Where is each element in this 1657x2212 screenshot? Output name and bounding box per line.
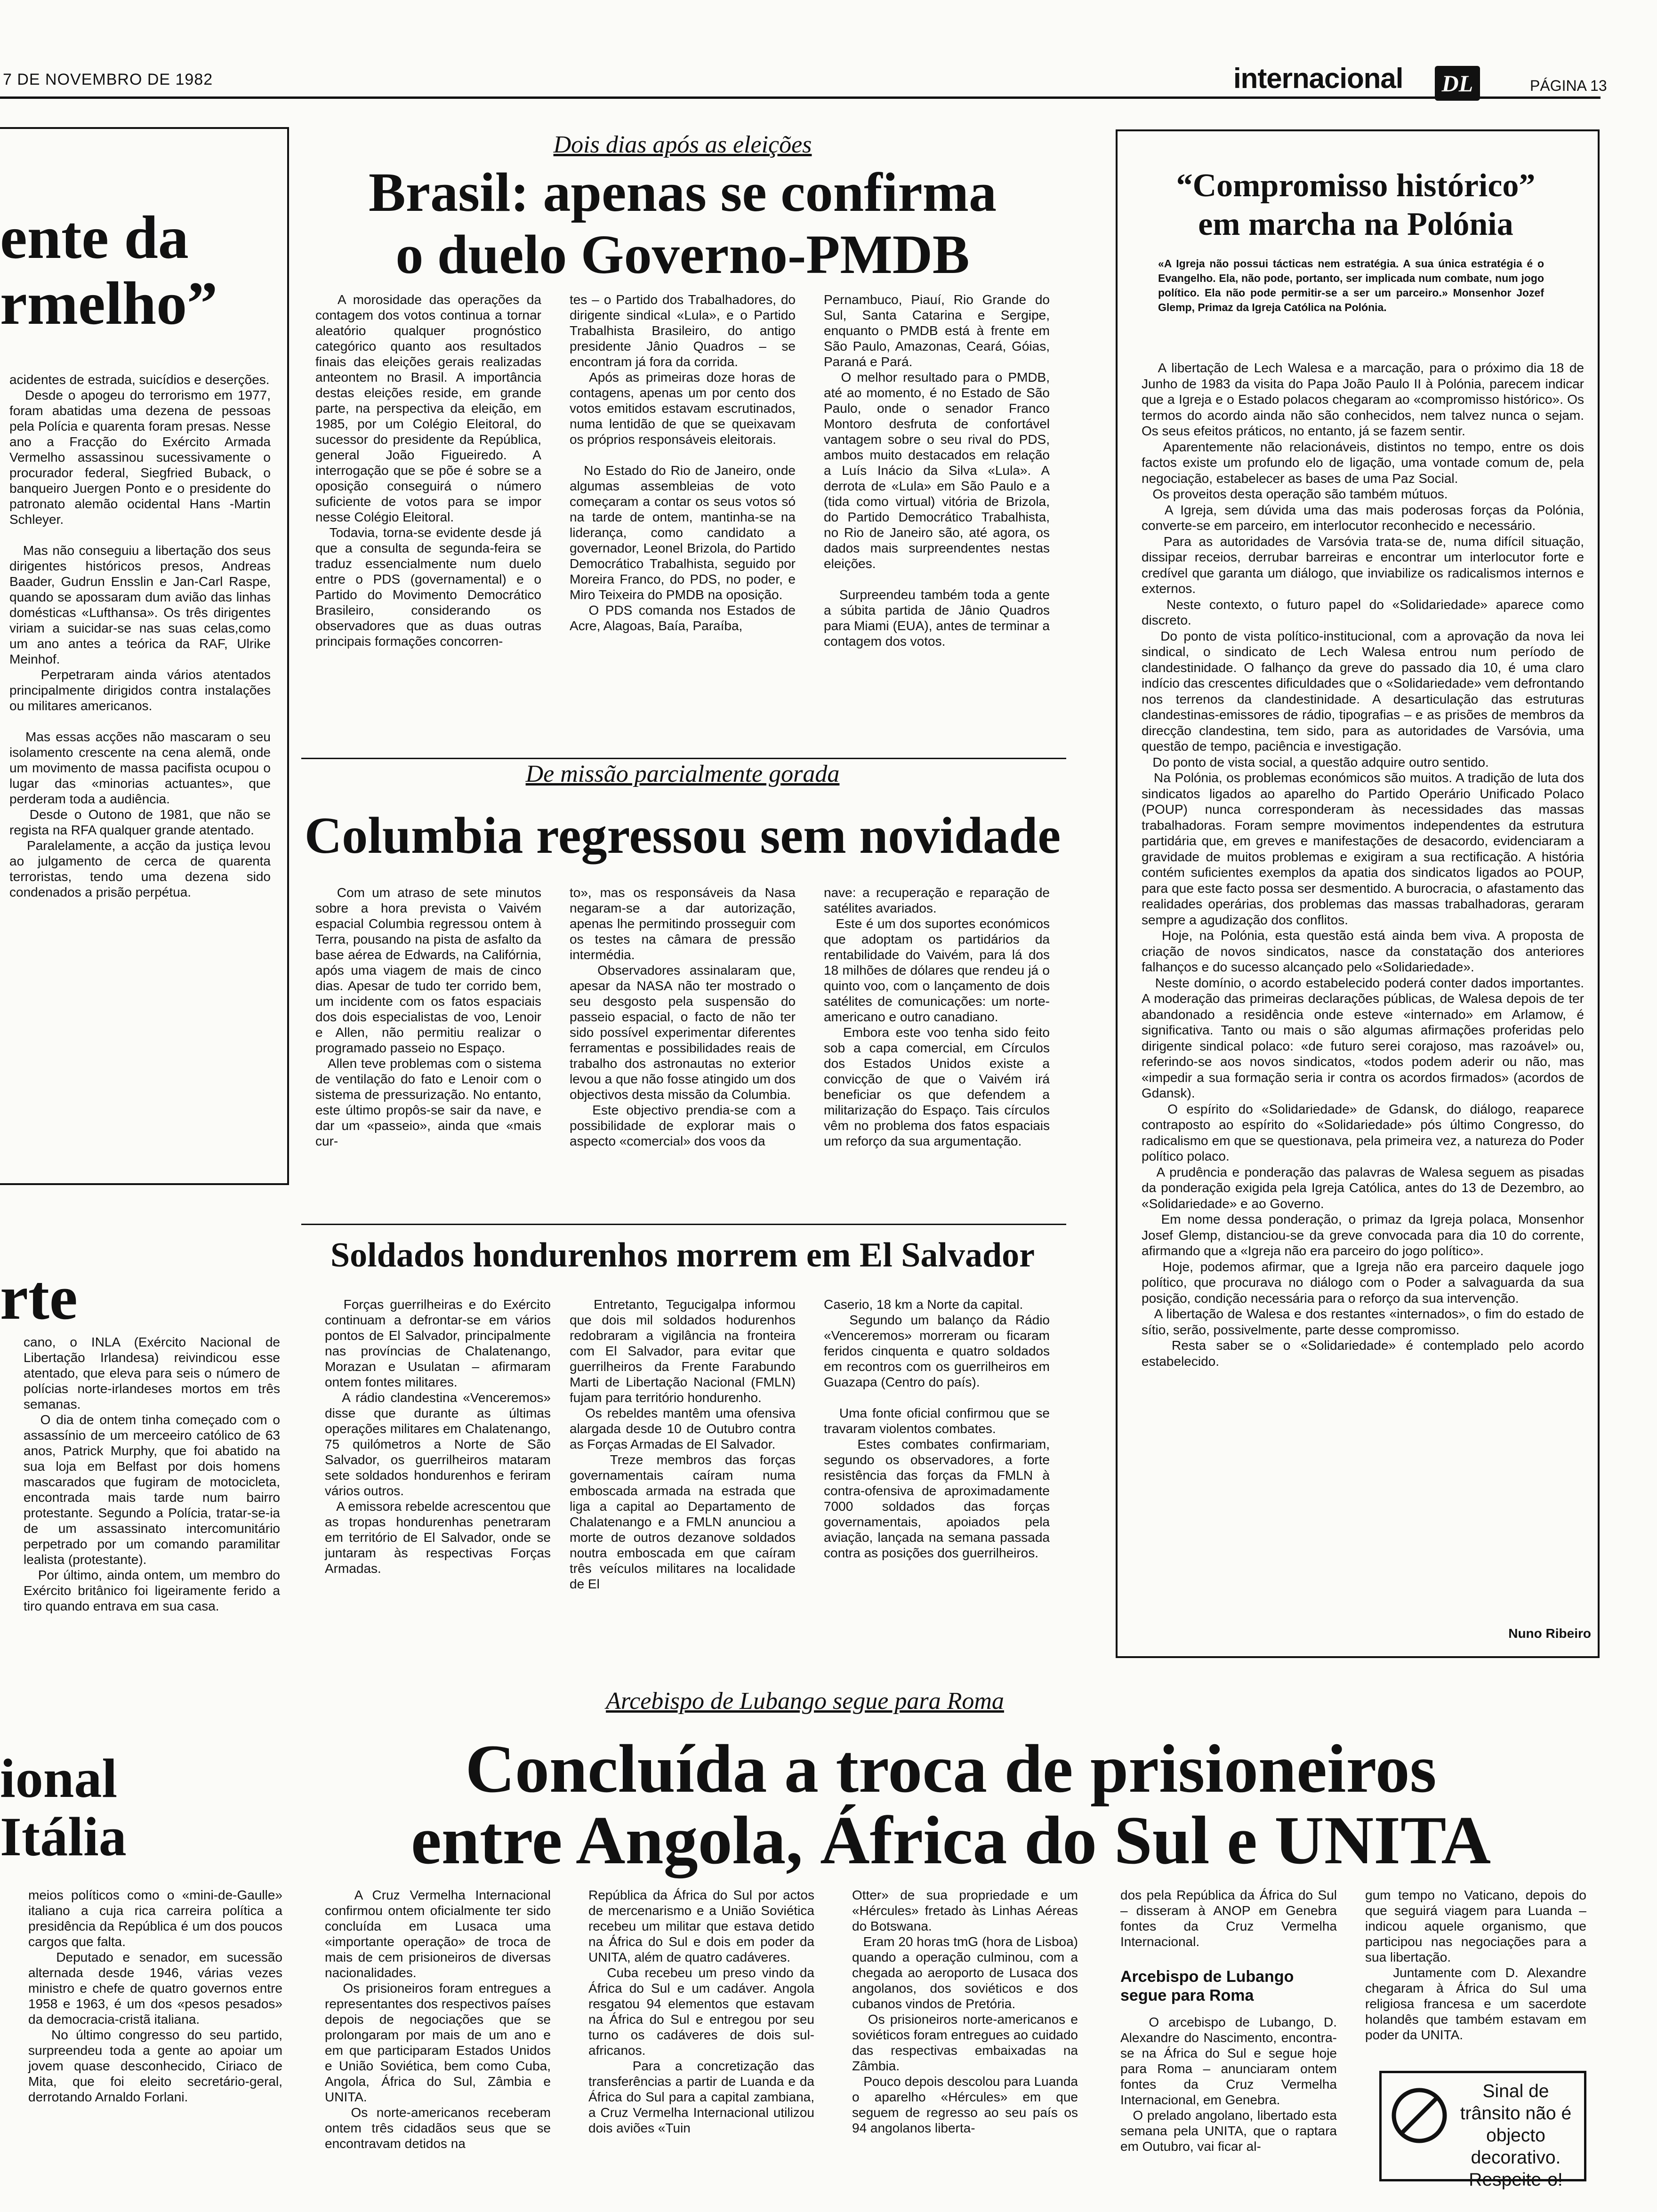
polonia-headline-line2: em marcha na Polónia	[1198, 206, 1513, 242]
angola-column-4a: dos pela República da África do Sul – disseram à ANOP em Genebra fontes da Cruz Vermelha Internacional.	[1120, 1888, 1341, 1949]
left-article-2-text: cano, o INLA (Exército Nacional de Libertação Irlandesa) reivindicou esse atentado, que eleva para seis o número de polícias norte-irlandeses mortos em três semanas. O dia de ontem tinha começado com o assassínio de um merceeiro católico de 63 anos, Patrick Murphy, que foi abatido na sua loja em Belfast por dois homens mascarados que fugiram de motocicleta, encontrada mais tarde num bairro protestante. Segundo a Polícia, tratar-se-ia de um assassinato intercomunitário perpetrado por um comando paramilitar lealista (protestante). Por último, ainda ontem, um membro do Exército britânico foi ligeiramente ferido a tiro quando entrava em sua casa.	[24, 1335, 281, 1613]
no-entry-sign-icon	[1391, 2087, 1448, 2144]
angola-headline	[301, 1731, 1601, 1878]
columbia-column-1: Com um atraso de sete minutos sobre a hora prevista o Vaivém espacial Columbia regressou ontem à Terra, pousando na pista de asfalto da base aérea de Edwards, na Califórnia, após uma viagem de mais de cinco dias. Apesar de tudo ter corrido bem, um incidente com os fatos espaciais dos dois especialistas de voo, Lenoir e Allen, não permitiu realizar o programado passeio no Espaço. Allen teve problemas com o sistema de ventilação do fato e Lenoir com o sistema de pressurização. No entanto, este último propôs-se sair da nave, e dar um «passeio», ainda que «mais cur-	[315, 885, 542, 1148]
brasil-headline-line2: o duelo Governo-PMDB	[395, 224, 970, 285]
columbia-kicker: De missão parcialmente gorada	[525, 761, 840, 787]
brasil-headline	[301, 161, 1064, 285]
brasil-headline-line1: Brasil: apenas se confirma	[369, 161, 997, 223]
angola-subhead: Arcebispo de Lubango segue para Roma	[1120, 1968, 1294, 2004]
traffic-sign-text: Sinal de trânsito não é objecto decorativo. Respeite-o!	[1460, 2081, 1572, 2190]
angola-headline-line1: Concluída a troca de prisioneiros	[465, 1731, 1437, 1807]
left-headline-3-line2: Itália	[0, 1806, 127, 1867]
columbia-column-2: to», mas os responsáveis da Nasa negaram-se a dar autorização, apenas lhe permitindo prosseguir com os testes na câmara de pressão intermédia. Observadores assinalaram que, apesar da NASA não ter mostrado o seu desgosto pela suspensão do passeio espacial, o facto de não ter sido possível experimentar diferentes ferramentas e possibilidades reais de trabalho dos astronautas no exterior levou a que não fosse atingido um dos objectivos desta missão da Columbia. Este objectivo prendia-se com a possibilidade de explorar mais o aspecto «comercial» dos voos da	[570, 885, 796, 1148]
angola-column-3: Otter» de sua propriedade e um «Hércules» fretado às Linhas Aéreas do Botswana. Eram 20 horas tmG (hora de Lisboa) quando a operação culminou, com a chegada ao aeroporto de Lusaca dos angolanos, dos soviéticos e dos cubanos vindos de Pretória. Os prisioneiros norte-americanos e soviéticos foram entregues ao cuidado das respectivas embaixadas na Zâmbia. Pouco depois descolou para Luanda o aparelho «Hércules» em que seguem de regresso ao seu país os 94 angolanos liberta-	[852, 1888, 1078, 2135]
honduras-column-3: Caserio, 18 km a Norte da capital. Segundo um balanço da Rádio «Venceremos» morreram ou ficaram feridos cinquenta e quatro soldados em recontros com os guerrilheiros em Guazapa (Centro do país). Uma fonte oficial confirmou que se travaram violentos combates. Estes combates confirmariam, segundo os observadores, a forte resistência das forças da FMLN à contra-ofensiva de aproximadamente 7000 soldados das forças governamentais, apoiados pela aviação, lançada na semana passada contra as posições dos guerrilheiros.	[824, 1297, 1050, 1560]
brasil-kicker: Dois dias após as eleições	[553, 131, 812, 158]
left-headline-1-line1: ente da	[0, 204, 189, 272]
angola-headline-line2: entre Angola, África do Sul e UNITA	[410, 1802, 1491, 1878]
angola-column-5: gum tempo no Vaticano, depois do que seguirá viagem para Luanda – indicou aquele organismo, que participou nas negociações para a sua libertação. Juntamente com D. Alexandre chegaram à África do Sul uma religiosa francesa e um sacerdote holandês que também estavam em poder da UNITA.	[1365, 1888, 1586, 2042]
masthead-section: internacional	[1233, 63, 1403, 94]
brasil-column-2: tes – o Partido dos Trabalhadores, do dirigente sindical «Lula», e o Partido Trabalhista Brasileiro, do antigo presidente Jânio Quadros – se encontram já fora da corrida. Após as primeiras doze horas de contagens, apenas um por cento dos votos emitidos estavam escrutinados, numa lentidão de que se queixavam os próprios responsáveis eleitorais. No Estado do Rio de Janeiro, onde algumas assembleias de voto começaram a contar os seus votos só na tarde de ontem, mantinha-se na liderança, como candidato a governador, Leonel Brizola, do Partido Democrático Trabalhista, seguido por Moreira Franco, do PDS, no poder, e Miro Teixeira do PMDB na oposição. O PDS comanda nos Estados de Acre, Alagoas, Baía, Paraíba,	[570, 292, 796, 633]
left-headline-1	[0, 204, 282, 337]
newspaper-logo	[1435, 66, 1480, 101]
angola-kicker: Arcebispo de Lubango segue para Roma	[606, 1688, 1004, 1715]
angola-column-4b: O arcebispo de Lubango, D. Alexandre do Nascimento, encontra-se na África do Sul e segue hoje para Roma – anunciaram ontem fontes da Cruz Vermelha Internacional, em Genebra. O prelado angolano, libertado esta semana pela UNITA, que o raptara em Outubro, vai ficar al-	[1120, 2015, 1337, 2154]
angola-column-2: República da África do Sul por actos de mercenarismo e a União Soviética recebeu um militar que estava detido na África do Sul e dois em poder da UNITA, além de quatro cadáveres. Cuba recebeu um preso vindo da África do Sul e um cadáver. Angola resgatou 94 elementos que estavam na África do Sul e entregou por seu turno os cadáveres de dois sul-africanos. Para a concretização das transferências a partir de Luanda e da África do Sul para a capital zambiana, a Cruz Vermelha Internacional utilizou dois aviões «Tuin	[588, 1888, 814, 2135]
left-headline-2: rte	[0, 1263, 78, 1333]
polonia-headline-line1: “Compromisso histórico”	[1176, 168, 1536, 204]
honduras-column-2: Entretanto, Tegucigalpa informou que dois mil soldados hodurenhos redobraram a vigilância na fronteira com El Salvador, para evitar que guerrilheiros da Frente Farabundo Marti de Libertação Nacional (FMLN) fujam para território hondurenho. Os rebeldes mantêm uma ofensiva alargada desde 10 de Outubro contra as Forças Armadas de El Salvador. Treze membros das forças governamentais caíram numa emboscada armada na estrada que liga a capital ao Departamento de Chalatenango e a FMLN anunciou a morte de outros dezanove soldados noutra emboscada em que caíram três veículos militares na localidade de El	[570, 1297, 796, 1591]
angola-column-1: A Cruz Vermelha Internacional confirmou ontem oficialmente ter sido concluída em Lusaca uma «importante operação» de troca de mais de cem prisioneiros de diversas nacionalidades. Os prisioneiros foram entregues a representantes dos respectivos países depois de negociações que se prolongaram por mais de um ano e em que participaram Estados Unidos e União Soviética, bem como Cuba, Angola, África do Sul, Zâmbia e UNITA. Os norte-americanos receberam ontem três cidadãos seus que se encontravam detidos na	[325, 1888, 551, 2151]
left-article-1-text: acidentes de estrada, suicídios e deserções. Desde o apogeu do terrorismo em 1977, foram abatidas uma dezena de pessoas pela Polícia e quarenta foram presas. Nesse ano a Fracção do Exército Armada Vermelho assassinou sucessivamente o procurador federal, Siegfried Buback, o banqueiro Juergen Ponto e o presidente do patronato alemão ocidental Hans -Martin Schleyer. Mas não conseguiu a libertação dos seus dirigentes históricos presos, Andreas Baader, Gudrun Ensslin e Jan-Carl Raspe, quando se apossaram dum avião das linhas domésticas «Lufthansa». Os três dirigentes viriam a suicidar-se nas suas celas,como um ano antes a teórica da RAF, Ulrike Meinhof. Perpetraram ainda vários atentados principalmente dirigidos contra instalações ou militares americanos. Mas essas acções não mascaram o seu isolamento crescente na cena alemã, onde um movimento de massa pacifista ocupou o lugar das «minorias actuantes», que perderam toda a audiência. Desde o Outono de 1981, que não se regista na RFA qualquer grande atentado. Paralelamente, a acção da justiça levou ao julgamento de cerca de quarenta terroristas, tendo uma dezena sido condenados a prisão perpétua.	[9, 372, 271, 899]
polonia-byline: Nuno Ribeiro	[1508, 1626, 1591, 1641]
honduras-column-1: Forças guerrilheiras e do Exército continuam a defrontar-se em vários pontos de El Salvador, principalmente nas províncias de Chalatenango, Morazan e Usulatan – afirmaram ontem fontes militares. A rádio clandestina «Venceremos» disse que durante as últimas operações militares em Chalatenango, 75 quilómetros a Norte de São Salvador, os guerrilheiros mataram sete soldados hondurenhos e feriram vários outros. A emissora rebelde acrescentou que as tropas hondurenhas penetraram em território de El Salvador, onde se juntaram às respectivas Forças Armadas.	[325, 1297, 551, 1576]
masthead-rule	[0, 96, 1601, 99]
left-headline-3-line1: ional	[0, 1747, 118, 1809]
columbia-bottom-rule	[301, 1224, 1066, 1225]
columbia-column-3: nave: a recuperação e reparação de satélites avariados. Este é um dos suportes económicos que adoptam os partidários da rentabilidade do Vaivém, para lá dos 18 milhões de dólares que rendeu já o quinto voo, com o lançamento de dois satélites de comunicações: um norte-americano e outro canadiano. Embora este voo tenha sido feito sob a capa comercial, em Círculos dos Estados Unidos existe a convicção de que o Vaivém irá beneficiar os que defendem a militarização do Espaço. Tais círculos vêm no problema dos fatos espaciais um reforço da sua argumentação.	[824, 885, 1050, 1148]
brasil-column-1: A morosidade das operações da contagem dos votos continua a tornar aleatório qualquer prognóstico categórico quanto aos resultados finais das eleições gerais realizadas anteontem no Brasil. A importância destas eleições reside, em grande parte, na perspectiva da eleição, em 1985, por um Colégio Eleitoral, do sucessor do presidente da República, general João Figueiredo. A interrogação que se põe é sobre se a oposição conseguirá o número suficiente de votos para se impor nesse Colégio Eleitoral. Todavia, torna-se evidente desde já que a consulta de segunda-feira se traduz essencialmente num duelo entre o PDS (governamental) e o Partido do Movimento Democrático Brasileiro, considerando os observadores que as duas outras principais formações concorren-	[315, 292, 541, 649]
polonia-body: A libertação de Lech Walesa e a marcação, para o próximo dia 18 de Junho de 1983 da visita do Papa João Paulo II à Polónia, parecem indicar que a Igreja e o Estado polacos chegaram ao «compromisso histórico». Os termos do acordo ainda não são conhecidos, nem talvez nunca o sejam. Os seus efeitos práticos, no entanto, já se fazem sentir. Aparentemente não relacionáveis, distintos no tempo, entre os dois factos existe um profundo elo de ligação, uma vontade comum de, pela negociação, estabelecer as bases de uma Paz Social. Os proveitos desta operação são também mútuos. A Igreja, sem dúvida uma das mais poderosas forças da Polónia, converte-se em parceiro, em interlocutor reconhecido e necessário. Para as autoridades de Varsóvia trata-se de, numa difícil situação, dissipar receios, derrubar barreiras e encontrar um interlocutor forte e credível que garanta um diálogo, que inviabilize os radicalismos internos e externos. Neste contexto, o futuro papel do «Solidariedade» aparece como discreto. Do ponto de vista político-institucional, com a aprovação da nova lei sindical, o sindicato de Lech Walesa entrou num período de clandestinidade. O falhanço da greve do passado dia 10, é uma claro indício das crescentes dificuldades que o «Solidariedade» vem defrontando nos terrenos da clandestinidade. A desarticulação das estruturas clandestinas-emissores de rádio, tipografias – e as prisões de membros da direcção clandestina, tem sido, para as autoridades de Varsóvia, uma questão de tempo, paciência e investigação. Do ponto de vista social, a questão adquire outro sentido. Na Polónia, os problemas económicos são muitos. A tradição de luta dos sindicatos ligados ao aparelho do Partido Operário Unificado Polaco (POUP) nunca corresponderam às necessidades das massas trabalhadoras. Foram sempre movimentos independentes da estrutura partidária que, em greves e manifestações de desacordo, evidenciaram a gravidade de muitos problemas e exigiram a sua rectificação. A história contém suficientes exemplos da apatia dos sindicatos ligados ao POUP, para que este facto possa ser desmentido. A burocracia, o afastamento das realidades operárias, dos problemas das massas trabalhadoras, geraram sempre a agudização dos conflitos. Hoje, na Polónia, esta questão está ainda bem viva. A proposta de criação de novos sindicatos, nasce da constatação dos anteriores falhanços e do sucesso alcançado pelo «Solidariedade». Neste domínio, o acordo estabelecido poderá conter dados importantes. A moderação das primeiras declarações públicas, de Walesa depois de ter abandonado a residência onde esteve «internado» em Arlamow, é significativa. Tanto ou mais o são algumas afirmações proferidas pelo dirigente sindical polaco: «de futuro serei corajoso, mas razoável» ou, referindo-se aos novos sindicatos, «todos podem aderir ou não, mas «impedir a sua formação seria ir contra os acordos firmados» (acordos de Gdansk). O espírito do «Solidariedade» de Gdansk, do diálogo, reaparece contraposto ao espírito do «Solidariedade» pós último Congresso, do radicalismo em que se questionava, pela primeira vez, a natureza do Poder político polaco. A prudência e ponderação das palavras de Walesa seguem as pisadas da ponderação exigida pela Igreja Católica, antes do 13 de Dezembro, ao «Solidariedade» e ao Governo. Em nome dessa ponderação, o primaz da Igreja polaca, Monsenhor Josef Glemp, distanciou-se da greve convocada para dia 10 do corrente, afirmando que a «Igreja não era parceiro do jogo político». Hoje, podemos afirmar, que a Igreja não era parceiro daquele jogo político, que procurava no diálogo com o Poder a salvaguarda da sua posição, condição necessária para o reforço da sua intervenção. A libertação de Walesa e dos restantes «internados», o fim do estado de sítio, serão, possivelmente, parte desse compromisso. Resta saber se o «Solidariedade» é contemplado pelo acordo estabelecido.	[1142, 361, 1585, 1369]
masthead-date: 7 DE NOVEMBRO DE 1982	[3, 71, 213, 88]
honduras-headline: Soldados hondurenhos morrem em El Salvador	[330, 1236, 1035, 1274]
columbia-headline: Columbia regressou sem novidade	[304, 807, 1061, 864]
polonia-quote: «A Igreja não possui tácticas nem estratégia. A sua única estratégia é o Evangelho. Ela, não pode, portanto, ser implicada num combate, num jogo político. Ela não pode permitir-se a ser um parceiro.» Monsenhor Jozef Glemp, Primaz da Igreja Católica na Polónia.	[1158, 257, 1547, 313]
logo-letters: DL	[1441, 70, 1473, 96]
left-headline-1-line2: rmelho”	[0, 270, 218, 337]
left-article-3-text: meios políticos como o «mini-de-Gaulle» italiano a cuja rica carreira política a presidência da República é um dos poucos cargos que falta. Deputado e senador, em sucessão alternada desde 1946, várias vezes ministro e chefe de quatro governos entre 1958 e 1963, é um dos «pesos pesados» da democracia-cristã italiana. No último congresso do seu partido, surpreendeu toda a gente ao apoiar um jovem quase desconhecido, Ciriaco de Mita, que foi eleito secretário-geral, derrotando Arnaldo Forlani.	[28, 1888, 282, 2104]
left-headline-3	[0, 1747, 127, 1867]
polonia-headline	[1125, 169, 1586, 241]
brasil-bottom-rule	[301, 758, 1066, 759]
page-number: PÁGINA 13	[1530, 77, 1607, 94]
brasil-column-3: Pernambuco, Piauí, Rio Grande do Sul, Santa Catarina e Sergipe, enquanto o PMDB está à frente em São Paulo, Amazonas, Ceará, Góias, Paraná e Pará. O melhor resultado para o PMDB, até ao momento, é no Estado de São Paulo, onde o senador Franco Montoro desfruta de confortável vantagem sobre o seu rival do PDS, ambos muito destacados em relação a Luís Inácio da Silva «Lula». A derrota de «Lula» em São Paulo e a (tida como virtual) vitória de Brizola, do Partido Democrático Trabalhista, no Rio de Janeiro são, até agora, os dados mais surpreendentes nestas eleições. Surpreendeu também toda a gente a súbita partida de Jânio Quadros para Miami (EUA), antes de terminar a contagem dos votos.	[824, 292, 1050, 649]
